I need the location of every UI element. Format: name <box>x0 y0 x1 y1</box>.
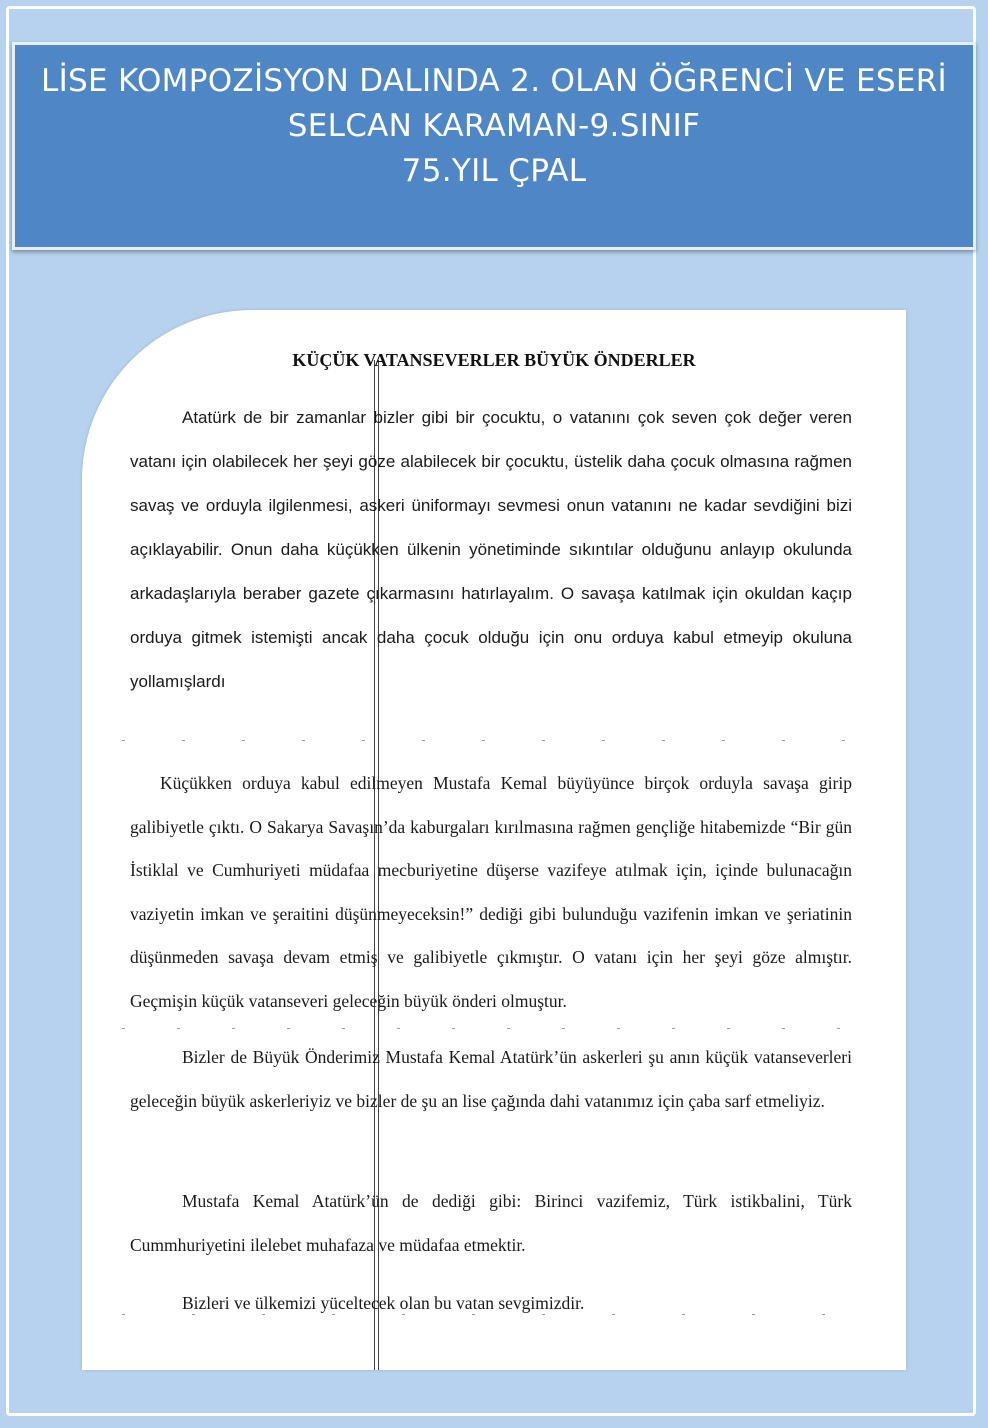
banner-line-student: SELCAN KARAMAN-9.SINIF <box>287 108 701 144</box>
paragraph-1: Atatürk de bir zamanlar bizler gibi bir çocuktu, o vatanını çok seven çok değer veren vatanı için olabilecek her şeyi göze alabilecek bir çocuktu, üstelik daha çocuk olmasına rağmen savaş ve orduyla ilgilenmesi, askeri üniformayı sevmesi onun vatanını ne kadar sevdiğini bizi açıklayabilir. Onun daha küçükken ülkenin yönetiminde sıkıntılar olduğunu anlayıp okulunda arkadaşlarıyla beraber gazete çıkarmasını hatırlayalım. O savaşa katılmak için okuldan kaçıp orduya gitmek istemişti ancak daha çocuk olduğu için onu orduya kabul etmeyip okuluna yollamışlardı <box>130 408 852 691</box>
banner-line-school: 75.YIL ÇPAL <box>401 153 587 189</box>
paragraph-4: Mustafa Kemal Atatürk’ün de dediği gibi: Birinci vazifemiz, Türk istikbalini, Türk Cummhuriyetini ilelebet muhafaza ve müdafaa etmektir. <box>130 1191 852 1255</box>
paragraph-3: Bizler de Büyük Önderimiz Mustafa Kemal Atatürk’ün askerleri şu anın küçük vatanseverleri geleceğin büyük askerleriyiz ve bizler de şu an lise çağında dahi vatanımız için çaba sarf etmeliyiz. <box>130 1047 852 1111</box>
document-title: KÜÇÜK VATANSEVERLER BÜYÜK ÖNDERLER <box>292 350 696 370</box>
title-banner <box>12 42 976 250</box>
scan-artifact <box>122 1028 882 1029</box>
scan-artifact <box>122 1314 882 1315</box>
scanned-document <box>82 310 906 1370</box>
paragraph-5: Bizleri ve ülkemizi yüceltecek olan bu vatan sevgimizdir. <box>182 1293 585 1313</box>
paragraph-2: Küçükken orduya kabul edilmeyen Mustafa Kemal büyüyünce birçok orduyla savaşa girip galibiyetle çıktı. O Sakarya Savaşın’da kaburgaları kırılmasına rağmen gençliğe hitabemizde “Bir gün İstiklal ve Cumhuriyeti müdafaa mecburiyetine düşerse vazifeye atılmak için, içinde bulunacağın vaziyetin imkan ve şeraitini düşünmeyeceksin!” dediği gibi bulunduğu vazifenin imkan ve şeriatinin düşünmeden savaşa devam etmiş ve galibiyetle çıkmıştır. O vatanı için her şeyi göze almıştır. Geçmişin küçük vatanseveri geleceğin büyük önderi olmuştur. <box>130 773 852 1011</box>
banner-line-category: LİSE KOMPOZİSYON DALINDA 2. OLAN ÖĞRENCİ VE ESERİ <box>41 63 947 99</box>
scan-artifact <box>122 740 882 741</box>
